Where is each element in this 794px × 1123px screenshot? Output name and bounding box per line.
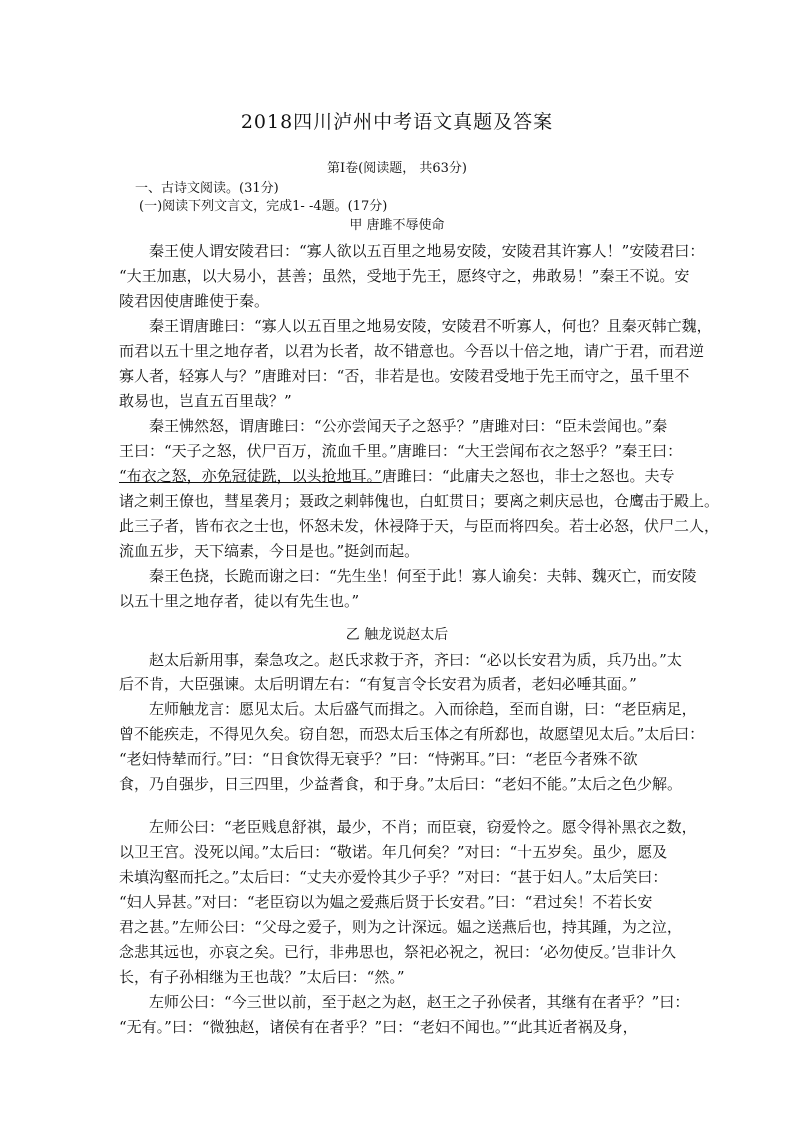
text-line: 食，乃自强步，日三四里，少益耆食，和于身。”太后曰：“老妇不能。”太后之色少解。 [119,775,683,793]
text-line: 曾不能疾走，不得见久矣。窃自恕，而恐太后玉体之有所郄也，故愿望见太后。”太后曰： [119,725,705,743]
text-line: 赵太后新用事，秦急攻之。赵氏求救于齐，齐曰：“必以长安君为质，兵乃出。”太 [149,651,682,669]
text-line: 敢易也，岂直五百里哉？” [119,392,292,410]
text-line: 诸之刺王僚也，彗星袭月；聂政之刺韩傀也，白虹贯日；要离之刺庆忌也，仓鹰击于殿上。 [119,492,720,510]
text-line: 秦王谓唐雎曰：“寡人以五百里之地易安陵，安陵君不听寡人，何也？且秦灭韩亡魏， [149,317,712,335]
text-line: “大王加惠，以大易小，甚善；虽然，受地于先王，愿终守之，弗敢易！”秦王不说。安 [119,267,690,285]
text-line: 而君以五十里之地存者，以君为长者，故不错意也。今吾以十倍之地，请广于君，而君逆 [119,342,705,360]
text-line: 未填沟壑而托之。”太后曰：“丈夫亦爱怜其少子乎？”对曰：“甚于妇人。”太后笑曰： [119,868,668,886]
subsection-heading: (一)阅读下列文言文，完成1- -4题。(17分) [139,199,388,214]
text-line: 寡人者，轻寡人与？”唐雎对曰：“否，非若是也。安陵君受地于先王而守之，虽千里不 [119,367,690,385]
text-line: 君之甚。”左师公曰：“父母之爱子，则为之计深远。媪之送燕后也，持其踵，为之泣， [119,918,682,936]
text-line: 左师触龙言：愿见太后。太后盛气而揖之。入而徐趋，至而自谢，曰：“老臣病足， [149,700,697,718]
text-line: 陵君因使唐雎使于秦。 [119,292,270,310]
passage-a-title: 甲 唐雎不辱使命 [349,218,445,233]
text-line: 流血五步，天下缟素，今日是也。”挺剑而起。 [119,542,420,560]
text-line: “无有。”曰：“微独赵，诸侯有在者乎？”曰：“老妇不闻也。”“此其近者祸及身， [119,1018,638,1036]
text-line: 左师公曰：“老臣贱息舒祺，最少，不肖；而臣衰，窃爱怜之。愿令得补黑衣之数， [149,818,697,836]
page-title: 2018四川泸州中考语文真题及答案 [240,111,554,133]
text-line: “妇人异甚。”对曰：“老臣窃以为媪之爱燕后贤于长安君。”曰：“君过矣！不若长安 [119,893,653,911]
text-line: 以五十里之地存者，徒以有先生也。” [119,592,360,610]
underlined-sentence: “布衣之怒，亦免冠徒跣，以头抢地耳。” [119,467,382,485]
text-line: 长，有子孙相继为王也哉？”太后曰：“然。” [119,968,405,986]
passage-b-title: 乙 触龙说赵太后 [345,627,449,643]
text-line: “老妇恃辇而行。”曰：“日食饮得无衰乎？”曰：“恃粥耳。”曰：“老臣今者殊不欲 [119,750,638,768]
text-line: 秦王怫然怒，谓唐雎曰：“公亦尝闻天子之怒乎？”唐雎对曰：“臣未尝闻也。”秦 [149,417,668,435]
text-line: 秦王色挠，长跪而谢之曰：“先生坐！何至于此！寡人谕矣：夫韩、魏灭亡，而安陵 [149,567,697,585]
text-line: 以卫王宫。没死以闻。”太后曰：“敬诺。年几何矣？”对曰：“十五岁矣。虽少，愿及 [119,843,668,861]
text-line: 后不肯，大臣强谏。太后明谓左右：“有复言令长安君为质者，老妇必唾其面。” [119,675,637,693]
text-line: 秦王使人谓安陵君曰：“寡人欲以五百里之地易安陵，安陵君其许寡人！”安陵君曰： [149,242,705,260]
text-segment: 唐雎曰：“此庸夫之怒也，非士之怒也。夫专 [381,467,675,485]
text-line: 左师公曰：“今三世以前，至于赵之为赵，赵王之子孙侯者，其继有在者乎？”曰： [149,993,690,1011]
part-heading: 第Ⅰ卷(阅读题， 共63分) [327,161,467,176]
section-heading: 一、古诗文阅读。(31分) [135,181,279,196]
text-line: 王曰：“天子之怒，伏尸百万，流血千里。”唐雎曰：“大王尝闻布衣之怒乎？”秦王曰： [119,442,683,460]
text-line: 念悲其远也，亦哀之矣。已行，非弗思也，祭祀必祝之，祝曰：‘必勿使反。’岂非计久 [119,943,677,961]
text-line: 此三子者，皆布衣之士也，怀怒未发，休祲降于天，与臣而将四矣。若士必怒，伏尸二人， [119,517,720,535]
text-line [119,465,675,486]
